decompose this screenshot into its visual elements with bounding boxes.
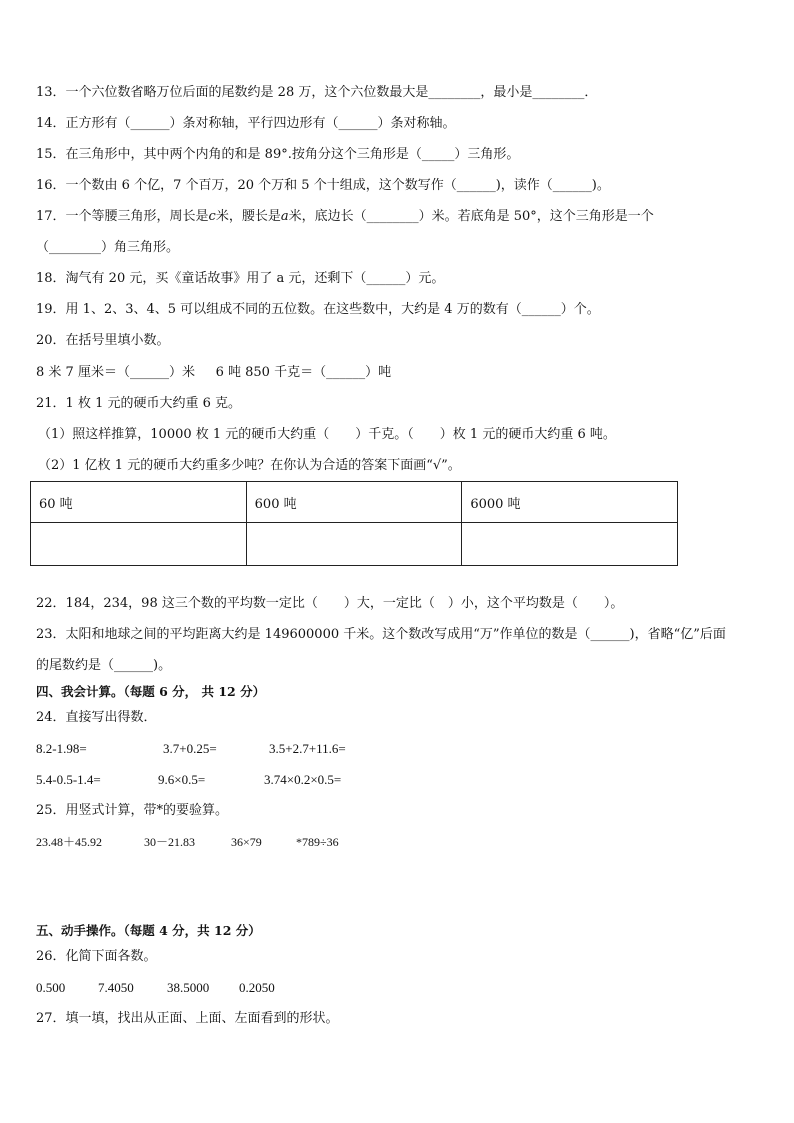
q25: 25．用竖式计算，带*的要验算。 xyxy=(36,803,229,818)
q15: 15．在三角形中，其中两个内角的和是 89°.按角分这个三角形是（_____）三角形。 xyxy=(36,147,520,162)
calc-item: 5.4-0.5-1.4= xyxy=(36,772,101,787)
section5-title: 五、动手操作。（每题 4 分，共 12 分） xyxy=(36,923,261,938)
table-header-600t: 600 吨 xyxy=(246,482,462,523)
calc-item: 8.2-1.98= xyxy=(36,741,87,756)
q25-items xyxy=(36,833,339,851)
table-answer-cell[interactable] xyxy=(462,523,678,566)
calc-item: 36×79 xyxy=(231,835,262,849)
q20: 20．在括号里填小数。 xyxy=(36,333,170,348)
number-item: 0.500 xyxy=(36,980,66,995)
number-item: 7.4050 xyxy=(98,980,134,995)
q20-items: 8 米 7 厘米＝（______）米 6 吨 850 千克＝（______）吨 xyxy=(36,365,392,380)
calc-item: 3.5+2.7+11.6= xyxy=(269,741,346,756)
calc-item: 3.7+0.25= xyxy=(163,741,217,756)
q24: 24．直接写出得数． xyxy=(36,710,157,725)
section4-title: 四、我会计算。（每题 6 分， 共 12 分） xyxy=(36,684,266,699)
calc-item: 3.74×0.2×0.5= xyxy=(264,772,342,787)
q23-line2: 的尾数约是（______)。 xyxy=(36,658,172,673)
q13: 13．一个六位数省略万位后面的尾数约是 28 万，这个六位数最大是________，最小是________． xyxy=(36,85,598,100)
calc-item: 9.6×0.5= xyxy=(158,772,206,787)
q21-part2: （2）1 亿枚 1 元的硬币大约重多少吨？在你认为合适的答案下面画“√”。 xyxy=(38,458,461,473)
q17-line1: 17．一个等腰三角形，周长是𝑐米，腰长是𝑎米，底边长（________）米。若底角是 50°，这个三角形是一个 xyxy=(36,209,654,224)
calc-item: *789÷36 xyxy=(296,835,339,849)
q19: 19．用 1、2、3、4、5 可以组成不同的五位数。在这些数中，大约是 4 万的数有（______）个。 xyxy=(36,302,600,317)
q24-row2 xyxy=(36,771,341,789)
q24-row1 xyxy=(36,740,346,758)
number-item: 0.2050 xyxy=(239,980,275,995)
q14: 14．正方形有（______）条对称轴，平行四边形有（______）条对称轴。 xyxy=(36,116,456,131)
q17-line2: （________）角三角形。 xyxy=(36,240,180,255)
q18: 18．淘气有 20 元，买《童话故事》用了 a 元，还剩下（______）元。 xyxy=(36,271,445,286)
q26: 26．化简下面各数。 xyxy=(36,949,157,964)
q16: 16．一个数由 6 个亿，7 个百万，20 个万和 5 个十组成，这个数写作（______)，读作（______)。 xyxy=(36,178,610,193)
q21: 21．1 枚 1 元的硬币大约重 6 克。 xyxy=(36,396,242,411)
number-item: 38.5000 xyxy=(167,980,210,995)
table-answer-cell[interactable] xyxy=(246,523,462,566)
q21-answer-table xyxy=(30,481,678,566)
q23-line1: 23．太阳和地球之间的平均距离大约是 149600000 千米。这个数改写成用“万”作单位的数是（______)，省略“亿”后面 xyxy=(36,627,726,642)
table-header-60t: 60 吨 xyxy=(31,482,247,523)
calc-item: 23.48＋45.92 xyxy=(36,835,103,849)
q27: 27．填一填，找出从正面、上面、左面看到的形状。 xyxy=(36,1011,339,1026)
table-answer-cell[interactable] xyxy=(31,523,247,566)
q26-items xyxy=(36,979,275,997)
q22: 22．184，234，98 这三个数的平均数一定比（ ）大，一定比（ ）小，这个平均数是（ ）。 xyxy=(36,596,624,611)
q21-part1: （1）照这样推算，10000 枚 1 元的硬币大约重（ ）千克。（ ）枚 1 元的硬币大约重 6 吨。 xyxy=(38,427,616,442)
table-header-6000t: 6000 吨 xyxy=(462,482,678,523)
calc-item: 30－21.83 xyxy=(144,835,196,849)
